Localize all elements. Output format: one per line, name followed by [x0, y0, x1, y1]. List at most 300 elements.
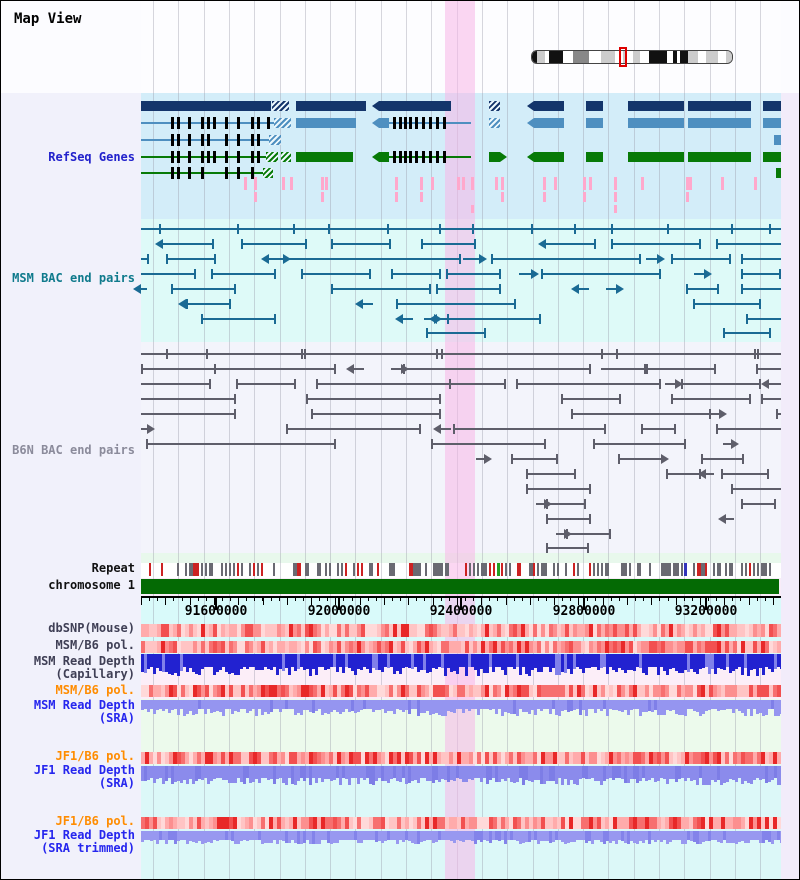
- gene-block[interactable]: [628, 118, 684, 128]
- bac-end-cap: [749, 394, 751, 404]
- repeat-tick: [577, 563, 579, 576]
- gene-block[interactable]: [141, 101, 271, 111]
- axis-minor-tick: [587, 598, 588, 601]
- track-label: (SRA trimmed): [41, 841, 135, 855]
- repeat-tick: [593, 563, 595, 576]
- axis-minor-tick: [441, 598, 442, 601]
- track-label: Repeat: [91, 561, 135, 575]
- gene-exon-tick: [436, 117, 439, 129]
- bac-end-cap: [574, 469, 576, 479]
- bac-end-cap: [584, 499, 586, 509]
- axis-minor-tick: [562, 598, 563, 601]
- bac-end-cap: [601, 349, 603, 359]
- bac-span-line: [571, 413, 711, 415]
- axis-tick-label: 91600000: [184, 604, 248, 619]
- repeat-tick: [229, 563, 231, 576]
- bac-end-cap: [212, 239, 214, 249]
- track-labels-column: [1, 1, 135, 879]
- bac-arrow-right: [479, 254, 487, 264]
- track-label: RefSeq Genes: [48, 150, 135, 164]
- gene-block[interactable]: [586, 101, 603, 111]
- bac-end-cap: [556, 454, 558, 464]
- bac-span-line: [646, 368, 716, 370]
- repeat-tick: [517, 563, 521, 576]
- gene-exon-tick: [251, 151, 254, 163]
- axis-medium-tick: [263, 598, 264, 605]
- snp-pink-tick: [543, 192, 546, 202]
- gene-exon-tick: [201, 117, 204, 129]
- snp-pink-tick: [431, 177, 434, 190]
- gene-block[interactable]: [296, 118, 356, 128]
- repeat-tick: [257, 563, 259, 576]
- bac-arrow-left: [261, 254, 269, 264]
- bac-end-cap: [699, 239, 701, 249]
- repeat-tick: [261, 563, 263, 576]
- axis-minor-tick: [692, 598, 693, 601]
- bac-end-cap: [293, 224, 295, 234]
- snp-pink-tick: [395, 192, 398, 202]
- bac-span-line: [611, 243, 701, 245]
- axis-minor-tick: [157, 598, 158, 601]
- bac-end-cap: [769, 328, 771, 338]
- bac-end-cap: [234, 409, 236, 419]
- axis-minor-tick: [514, 598, 515, 601]
- track-label: MSM/B6 pol.: [55, 638, 135, 652]
- bac-span-line: [556, 533, 564, 535]
- gene-exon-tick: [188, 117, 191, 129]
- bac-span-line: [716, 428, 786, 430]
- gene-exon-tick: [171, 167, 174, 179]
- bac-end-cap: [526, 484, 528, 494]
- gene-exon-tick: [177, 151, 180, 163]
- bac-span-line: [141, 413, 236, 415]
- bac-end-cap: [504, 379, 506, 389]
- bac-span-line: [447, 318, 541, 320]
- gene-block[interactable]: [534, 101, 564, 111]
- bac-end-cap: [229, 299, 231, 309]
- bac-span-line: [421, 243, 476, 245]
- gene-arrow-hatch[interactable]: [489, 118, 500, 128]
- axis-minor-tick: [497, 598, 498, 601]
- repeat-tick: [149, 563, 151, 576]
- axis-minor-tick: [376, 598, 377, 601]
- repeat-tick: [393, 563, 395, 576]
- axis-minor-tick: [740, 598, 741, 601]
- jf1-read-depth-sra-trimmed: [141, 831, 781, 845]
- snp-pink-tick: [325, 177, 328, 190]
- bac-span-line: [301, 273, 371, 275]
- ideogram-band: [706, 51, 718, 63]
- repeat-tick: [353, 563, 355, 576]
- snp-pink-tick: [583, 177, 586, 190]
- bac-span-line: [641, 428, 676, 430]
- gene-exon-tick: [429, 117, 432, 129]
- bac-end-cap: [236, 379, 238, 389]
- gene-block[interactable]: [688, 152, 751, 162]
- axis-minor-tick: [400, 598, 401, 601]
- bac-arrow-left: [433, 424, 441, 434]
- bac-end-cap: [641, 424, 643, 434]
- chromosome-1-bar[interactable]: [141, 579, 779, 594]
- b6n-bac-end-pairs-track[interactable]: [141, 342, 781, 562]
- gene-arrow-hatch[interactable]: [272, 101, 289, 111]
- repeat-tick: [741, 563, 743, 576]
- repeat-tick: [305, 563, 309, 576]
- bac-end-cap: [619, 394, 621, 404]
- bac-end-cap: [429, 284, 431, 294]
- bac-arrow-left: [698, 469, 706, 479]
- axis-medium-tick: [165, 598, 166, 605]
- repeat-tick: [625, 563, 627, 576]
- bac-end-cap: [589, 484, 591, 494]
- bac-span-line: [141, 398, 236, 400]
- track-label: (SRA): [98, 711, 135, 725]
- bac-end-cap: [511, 454, 513, 464]
- bac-end-cap: [141, 364, 143, 374]
- axis-minor-tick: [416, 598, 417, 601]
- bac-end-cap: [389, 239, 391, 249]
- ideogram-band: [537, 51, 545, 63]
- repeat-tick: [601, 563, 603, 576]
- bac-end-cap: [331, 239, 333, 249]
- bac-span-line: [363, 303, 373, 305]
- axis-medium-tick: [287, 598, 288, 605]
- bac-span-line: [316, 383, 451, 385]
- bac-span-line: [396, 303, 516, 305]
- bac-span-line: [526, 473, 576, 475]
- gene-exon-tick: [177, 117, 180, 129]
- snp-pink-tick: [583, 192, 586, 202]
- bac-span-line: [211, 273, 276, 275]
- bac-end-cap: [741, 499, 743, 509]
- repeat-tick: [649, 563, 651, 576]
- repeat-tick: [221, 563, 223, 576]
- track-label: JF1 Read Depth: [33, 828, 135, 842]
- axis-minor-tick: [757, 598, 758, 601]
- bac-end-cap: [147, 254, 149, 264]
- repeat-tick: [769, 563, 771, 576]
- axis-minor-tick: [246, 598, 247, 601]
- snp-pink-tick: [686, 192, 689, 202]
- repeat-tick: [445, 563, 449, 576]
- gene-exon-tick: [188, 151, 191, 163]
- gene-arrow-hatch[interactable]: [266, 152, 278, 162]
- axis-medium-tick: [384, 598, 385, 605]
- axis-minor-tick: [295, 598, 296, 601]
- axis-medium-tick: [506, 598, 507, 605]
- gene-block[interactable]: [688, 101, 751, 111]
- axis-minor-tick: [489, 598, 490, 601]
- bac-end-cap: [717, 284, 719, 294]
- repeat-tick: [425, 563, 427, 576]
- bac-end-cap: [544, 439, 546, 449]
- bac-span-line: [141, 288, 147, 290]
- axis-minor-tick: [522, 598, 523, 601]
- gene-block[interactable]: [688, 118, 751, 128]
- gene-block[interactable]: [296, 152, 353, 162]
- axis-minor-tick: [319, 598, 320, 601]
- axis-medium-tick: [651, 598, 652, 605]
- gene-exon-tick: [201, 167, 204, 179]
- bac-end-cap: [611, 239, 613, 249]
- repeat-tick: [717, 563, 721, 576]
- bac-span-line: [741, 288, 786, 290]
- gene-exon-tick: [257, 134, 260, 146]
- bac-span-line: [671, 398, 751, 400]
- snp-pink-tick: [495, 177, 498, 190]
- axis-minor-tick: [222, 598, 223, 601]
- bac-end-cap: [757, 349, 759, 359]
- bac-span-line: [283, 258, 461, 260]
- snp-pink-tick: [471, 177, 474, 190]
- axis-tick-label: 93200000: [674, 604, 738, 619]
- gene-block[interactable]: [489, 152, 500, 162]
- msm-read-depth-sra: [141, 700, 781, 717]
- bac-span-line: [431, 443, 546, 445]
- gene-exon-tick: [237, 151, 240, 163]
- axis-minor-tick: [327, 598, 328, 601]
- bac-end-cap: [659, 269, 661, 279]
- bac-span-line: [463, 258, 479, 260]
- bac-span-line: [166, 258, 216, 260]
- bac-end-cap: [234, 284, 236, 294]
- repeat-tick: [161, 563, 163, 576]
- bac-end-cap: [234, 394, 236, 404]
- bac-end-cap: [714, 364, 716, 374]
- repeat-tick: [553, 563, 555, 576]
- axis-minor-tick: [595, 598, 596, 601]
- bac-end-cap: [681, 379, 683, 389]
- axis-minor-tick: [271, 598, 272, 601]
- bac-span-line: [723, 332, 771, 334]
- axis-tick-label: 92400000: [429, 604, 493, 619]
- repeat-tick: [757, 563, 759, 576]
- bac-end-cap: [316, 379, 318, 389]
- axis-minor-tick: [611, 598, 612, 601]
- bac-end-cap: [499, 269, 501, 279]
- bac-end-cap: [609, 529, 611, 539]
- bac-arrow-right: [484, 454, 492, 464]
- gene-exon-tick: [188, 134, 191, 146]
- axis-medium-tick: [773, 598, 774, 605]
- bac-span-line: [141, 368, 216, 370]
- bac-span-line: [606, 288, 616, 290]
- genome-plot-area[interactable]: [141, 1, 781, 879]
- repeat-tick: [465, 563, 467, 576]
- gene-arrow-hatch[interactable]: [489, 101, 500, 111]
- snp-pink-tick: [721, 177, 724, 190]
- bac-end-cap: [671, 254, 673, 264]
- repeat-tick: [705, 563, 707, 576]
- bac-span-line: [741, 258, 786, 260]
- gene-exon-tick: [225, 151, 228, 163]
- bac-end-cap: [499, 284, 501, 294]
- snp-pink-tick: [395, 177, 398, 190]
- bac-end-cap: [201, 314, 203, 324]
- bac-span-line: [665, 383, 675, 385]
- bac-span-line: [694, 273, 704, 275]
- bac-span-line: [441, 428, 451, 430]
- chromosome-ideogram[interactable]: [531, 49, 731, 63]
- bac-end-cap: [666, 469, 668, 479]
- axis-medium-tick: [141, 598, 142, 605]
- bac-end-cap: [186, 299, 188, 309]
- bac-span-line: [436, 288, 501, 290]
- bac-span-line: [331, 288, 431, 290]
- bac-span-line: [579, 288, 589, 290]
- bac-end-cap: [587, 543, 589, 553]
- snp-pink-tick: [290, 177, 293, 190]
- bac-span-line: [171, 288, 236, 290]
- gene-block[interactable]: [586, 152, 603, 162]
- msm-b6-pol-sra-heat: [141, 685, 781, 697]
- gene-exon-tick: [409, 117, 412, 129]
- gene-exon-tick: [237, 167, 240, 179]
- bac-end-cap: [723, 328, 725, 338]
- bac-end-cap: [604, 424, 606, 434]
- bac-end-cap: [686, 284, 688, 294]
- axis-minor-tick: [546, 598, 547, 601]
- ideogram-band: [549, 51, 563, 63]
- bac-span-line: [391, 273, 441, 275]
- bac-end-cap: [305, 239, 307, 249]
- gene-block[interactable]: [586, 118, 603, 128]
- gene-exon-tick: [415, 117, 418, 129]
- axis-minor-tick: [659, 598, 660, 601]
- gene-exon-tick: [409, 151, 412, 163]
- bac-end-cap: [301, 269, 303, 279]
- repeat-tick: [469, 563, 471, 576]
- gene-exon-tick: [207, 134, 210, 146]
- bac-end-cap: [531, 224, 533, 234]
- repeat-tick: [233, 563, 235, 576]
- repeat-tick: [237, 563, 239, 576]
- bac-end-cap: [214, 254, 216, 264]
- repeat-tick: [729, 563, 733, 576]
- repeat-tick: [753, 563, 755, 576]
- repeat-tick: [177, 563, 179, 576]
- repeat-tick: [209, 563, 213, 576]
- snp-pink-tick: [462, 177, 465, 190]
- bac-span-line: [686, 288, 719, 290]
- gene-exon-tick: [443, 151, 446, 163]
- bac-end-cap: [731, 484, 733, 494]
- jf1-b6-pol-sra-heat: [141, 752, 781, 764]
- bac-end-cap: [286, 424, 288, 434]
- gene-block[interactable]: [379, 101, 451, 111]
- dbsnp-heat: [141, 624, 781, 637]
- axis-minor-tick: [149, 598, 150, 601]
- axis-minor-tick: [538, 598, 539, 601]
- snp-pink-tick: [614, 205, 617, 213]
- track-label: JF1 Read Depth: [33, 763, 135, 777]
- bac-end-cap: [439, 394, 441, 404]
- bac-end-cap: [756, 364, 758, 374]
- bac-span-line: [693, 303, 761, 305]
- bac-span-line: [269, 258, 283, 260]
- axis-minor-tick: [254, 598, 255, 601]
- gene-arrow-hatch[interactable]: [274, 118, 291, 128]
- bac-arrow-right: [147, 424, 155, 434]
- gene-arrow-hatch[interactable]: [269, 135, 281, 145]
- bac-span-line: [706, 473, 714, 475]
- repeat-tick: [637, 563, 641, 576]
- right-margin: [781, 93, 800, 879]
- bac-end-cap: [539, 314, 541, 324]
- gene-arrow-left: [527, 118, 534, 128]
- bac-arrow-left: [355, 299, 363, 309]
- bac-end-cap: [237, 224, 239, 234]
- repeat-tick: [473, 563, 475, 576]
- bac-end-cap: [206, 349, 208, 359]
- bac-end-cap: [159, 224, 161, 234]
- ideogram-band: [649, 51, 667, 63]
- bac-span-line: [723, 443, 731, 445]
- gene-exon-tick: [443, 117, 446, 129]
- bac-span-line: [519, 273, 531, 275]
- gene-block[interactable]: [296, 101, 366, 111]
- bac-end-cap: [589, 364, 591, 374]
- repeat-tick: [493, 563, 495, 576]
- repeat-tick: [329, 563, 331, 576]
- bac-span-line: [741, 273, 781, 275]
- bac-span-line: [726, 518, 734, 520]
- snp-pink-tick: [689, 177, 692, 190]
- snp-pink-tick: [641, 177, 644, 190]
- bac-end-cap: [776, 409, 778, 419]
- gene-block[interactable]: [534, 118, 564, 128]
- gene-arrow-hatch[interactable]: [263, 168, 273, 178]
- gene-exon-tick: [267, 117, 270, 129]
- repeat-tick: [253, 563, 255, 576]
- bac-arrow-left: [761, 379, 769, 389]
- gene-block[interactable]: [628, 152, 684, 162]
- repeat-tick: [505, 563, 507, 576]
- msm-bac-end-pairs-track[interactable]: [141, 219, 781, 342]
- repeat-tick: [273, 563, 275, 576]
- bac-end-cap: [541, 269, 543, 279]
- bac-arrow-left: [178, 299, 186, 309]
- bac-end-cap: [741, 254, 743, 264]
- bac-end-cap: [391, 269, 393, 279]
- gene-exon-tick: [177, 134, 180, 146]
- snp-pink-tick: [321, 177, 324, 190]
- bac-span-line: [391, 368, 401, 370]
- bac-span-line: [311, 413, 441, 415]
- track-label: dbSNP(Mouse): [48, 621, 135, 635]
- bac-end-cap: [546, 514, 548, 524]
- gene-exon-tick: [207, 117, 210, 129]
- gene-arrow-hatch[interactable]: [281, 152, 291, 162]
- bac-end-cap: [459, 254, 461, 264]
- bac-end-cap: [166, 349, 168, 359]
- gene-exon-tick: [213, 117, 216, 129]
- gene-block[interactable]: [534, 152, 564, 162]
- snp-pink-tick: [244, 177, 247, 190]
- axis-minor-tick: [765, 598, 766, 601]
- bac-end-cap: [741, 269, 743, 279]
- axis-minor-tick: [570, 598, 571, 601]
- bac-end-cap: [146, 439, 148, 449]
- axis-minor-tick: [230, 598, 231, 601]
- refseq-genes-track[interactable]: [141, 93, 781, 219]
- repeat-tick: [357, 563, 359, 576]
- gene-block[interactable]: [628, 101, 684, 111]
- repeat-tick-blue: [684, 563, 687, 576]
- bac-arrow-right: [719, 409, 727, 419]
- bac-span-line: [646, 258, 657, 260]
- repeat-tick: [533, 563, 535, 576]
